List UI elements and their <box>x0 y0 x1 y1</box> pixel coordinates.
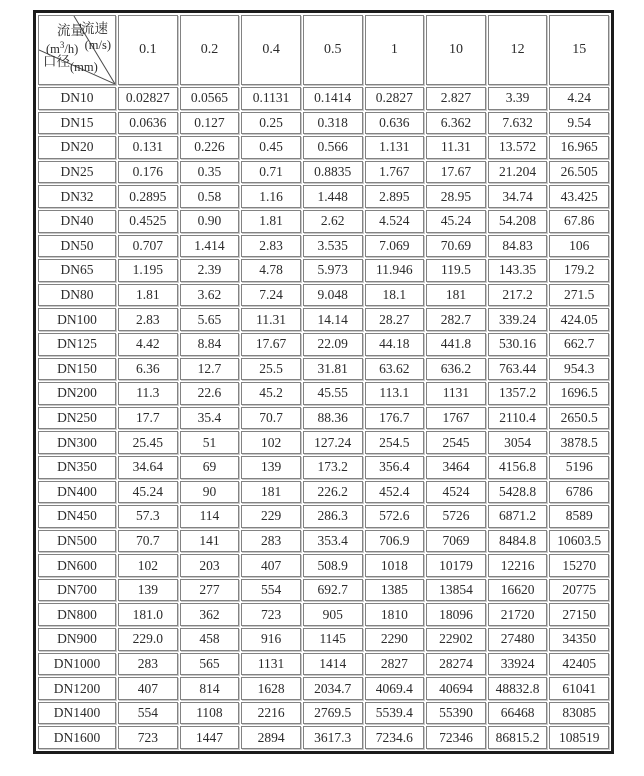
flow-value-cell: 0.0565 <box>180 87 240 110</box>
flow-value-cell: 83085 <box>549 702 609 725</box>
flow-value-cell: 0.0636 <box>118 112 178 135</box>
table-row <box>38 333 609 356</box>
table-row <box>38 358 609 381</box>
flow-value-cell: 763.44 <box>488 358 548 381</box>
table-row <box>38 603 609 626</box>
table-row <box>38 554 609 577</box>
table-row <box>38 677 609 700</box>
diameter-cell: DN20 <box>38 136 116 159</box>
diameter-unit-label: (mm) <box>70 59 98 74</box>
flow-value-cell: 61041 <box>549 677 609 700</box>
flow-value-cell: 27150 <box>549 603 609 626</box>
flow-value-cell: 407 <box>118 677 178 700</box>
flow-value-cell: 11.31 <box>241 308 301 331</box>
flow-value-cell: 88.36 <box>303 407 363 430</box>
diameter-cell: DN150 <box>38 358 116 381</box>
flow-value-cell: 3.62 <box>180 284 240 307</box>
flow-value-cell: 10603.5 <box>549 530 609 553</box>
flow-value-cell: 114 <box>180 505 240 528</box>
flow-value-cell: 2034.7 <box>303 677 363 700</box>
flow-value-cell: 5726 <box>426 505 486 528</box>
flow-value-cell: 8484.8 <box>488 530 548 553</box>
table-row <box>38 628 609 651</box>
diameter-cell: DN350 <box>38 456 116 479</box>
flow-value-cell: 3878.5 <box>549 431 609 454</box>
flow-value-cell: 45.55 <box>303 382 363 405</box>
velocity-header-cell: 0.2 <box>180 15 240 85</box>
flow-value-cell: 458 <box>180 628 240 651</box>
diameter-cell: DN300 <box>38 431 116 454</box>
flow-value-cell: 40694 <box>426 677 486 700</box>
flow-value-cell: 181 <box>241 481 301 504</box>
table-row <box>38 407 609 430</box>
velocity-header-cell: 10 <box>426 15 486 85</box>
diameter-cell: DN900 <box>38 628 116 651</box>
flow-value-cell: 1131 <box>426 382 486 405</box>
flow-value-cell: 14.14 <box>303 308 363 331</box>
diameter-cell: DN600 <box>38 554 116 577</box>
flow-value-cell: 954.3 <box>549 358 609 381</box>
flow-value-cell: 34350 <box>549 628 609 651</box>
flow-value-cell: 7.632 <box>488 112 548 135</box>
flow-value-cell: 26.505 <box>549 161 609 184</box>
flow-value-cell: 723 <box>241 603 301 626</box>
flow-value-cell: 139 <box>118 579 178 602</box>
flow-value-cell: 5196 <box>549 456 609 479</box>
flow-value-cell: 2290 <box>365 628 425 651</box>
flow-value-cell: 12216 <box>488 554 548 577</box>
flow-value-cell: 0.131 <box>118 136 178 159</box>
corner-header-cell <box>38 15 116 85</box>
flow-value-cell: 203 <box>180 554 240 577</box>
flow-value-cell: 2.39 <box>180 259 240 282</box>
header-row <box>38 15 609 85</box>
diameter-cell: DN450 <box>38 505 116 528</box>
flow-value-cell: 1357.2 <box>488 382 548 405</box>
flow-value-cell: 12.7 <box>180 358 240 381</box>
flow-value-cell: 636.2 <box>426 358 486 381</box>
table-row <box>38 259 609 282</box>
flow-value-cell: 424.05 <box>549 308 609 331</box>
flow-value-cell: 113.1 <box>365 382 425 405</box>
table-row <box>38 235 609 258</box>
flow-value-cell: 16620 <box>488 579 548 602</box>
flow-value-cell: 2650.5 <box>549 407 609 430</box>
flow-value-cell: 28274 <box>426 653 486 676</box>
flow-value-cell: 0.2827 <box>365 87 425 110</box>
flow-value-cell: 70.7 <box>118 530 178 553</box>
flow-value-cell: 0.707 <box>118 235 178 258</box>
flow-value-cell: 3617.3 <box>303 726 363 749</box>
flow-value-cell: 15270 <box>549 554 609 577</box>
flow-value-cell: 356.4 <box>365 456 425 479</box>
flow-value-cell: 4156.8 <box>488 456 548 479</box>
flow-value-cell: 4.24 <box>549 87 609 110</box>
diameter-cell: DN125 <box>38 333 116 356</box>
flow-value-cell: 1.414 <box>180 235 240 258</box>
table-row <box>38 579 609 602</box>
diameter-cell: DN250 <box>38 407 116 430</box>
flow-value-cell: 176.7 <box>365 407 425 430</box>
flow-value-cell: 5.65 <box>180 308 240 331</box>
flow-value-cell: 2769.5 <box>303 702 363 725</box>
table-row <box>38 136 609 159</box>
flow-value-cell: 5.973 <box>303 259 363 282</box>
flow-value-cell: 2216 <box>241 702 301 725</box>
diameter-cell: DN1000 <box>38 653 116 676</box>
flow-value-cell: 1447 <box>180 726 240 749</box>
flow-value-cell: 11.3 <box>118 382 178 405</box>
flow-value-cell: 2.62 <box>303 210 363 233</box>
flow-value-cell: 21.204 <box>488 161 548 184</box>
flow-value-cell: 102 <box>241 431 301 454</box>
diameter-cell: DN1600 <box>38 726 116 749</box>
flow-value-cell: 11.946 <box>365 259 425 282</box>
diameter-cell: DN10 <box>38 87 116 110</box>
flow-value-cell: 452.4 <box>365 481 425 504</box>
diameter-label: 口径(mm) <box>43 53 98 74</box>
diameter-cell: DN80 <box>38 284 116 307</box>
flow-value-cell: 229 <box>241 505 301 528</box>
flow-value-cell: 1767 <box>426 407 486 430</box>
flow-value-cell: 0.1131 <box>241 87 301 110</box>
flow-value-cell: 57.3 <box>118 505 178 528</box>
flow-value-cell: 0.35 <box>180 161 240 184</box>
flow-value-cell: 42405 <box>549 653 609 676</box>
flow-value-cell: 2.895 <box>365 185 425 208</box>
flow-value-cell: 84.83 <box>488 235 548 258</box>
flow-value-cell: 3.39 <box>488 87 548 110</box>
table-row <box>38 431 609 454</box>
table-row <box>38 653 609 676</box>
flow-value-cell: 127.24 <box>303 431 363 454</box>
flow-value-cell: 0.25 <box>241 112 301 135</box>
flow-value-cell: 18.1 <box>365 284 425 307</box>
table-row <box>38 382 609 405</box>
table-row <box>38 185 609 208</box>
flow-value-cell: 20775 <box>549 579 609 602</box>
table-row <box>38 112 609 135</box>
flow-value-cell: 45.24 <box>118 481 178 504</box>
flow-value-cell: 31.81 <box>303 358 363 381</box>
table-row <box>38 161 609 184</box>
diameter-cell: DN32 <box>38 185 116 208</box>
flow-value-cell: 1696.5 <box>549 382 609 405</box>
flow-value-cell: 254.5 <box>365 431 425 454</box>
velocity-header-cell: 12 <box>488 15 548 85</box>
flow-value-cell: 17.67 <box>241 333 301 356</box>
flow-value-cell: 0.176 <box>118 161 178 184</box>
flow-value-cell: 22.6 <box>180 382 240 405</box>
flow-value-cell: 21720 <box>488 603 548 626</box>
flow-value-cell: 9.048 <box>303 284 363 307</box>
flow-value-cell: 67.86 <box>549 210 609 233</box>
flow-value-cell: 181.0 <box>118 603 178 626</box>
flow-value-cell: 1108 <box>180 702 240 725</box>
flow-value-cell: 723 <box>118 726 178 749</box>
flow-value-cell: 181 <box>426 284 486 307</box>
flow-value-cell: 3464 <box>426 456 486 479</box>
flow-value-cell: 353.4 <box>303 530 363 553</box>
flow-value-cell: 7.069 <box>365 235 425 258</box>
flow-value-cell: 54.208 <box>488 210 548 233</box>
flow-value-cell: 72346 <box>426 726 486 749</box>
flow-value-cell: 286.3 <box>303 505 363 528</box>
table-row <box>38 87 609 110</box>
flow-value-cell: 0.318 <box>303 112 363 135</box>
flow-value-cell: 7.24 <box>241 284 301 307</box>
flow-value-cell: 108519 <box>549 726 609 749</box>
flow-value-cell: 4.42 <box>118 333 178 356</box>
flow-value-cell: 0.02827 <box>118 87 178 110</box>
flow-value-cell: 33924 <box>488 653 548 676</box>
diameter-cell: DN100 <box>38 308 116 331</box>
flow-value-cell: 17.67 <box>426 161 486 184</box>
flow-value-cell: 7069 <box>426 530 486 553</box>
flow-value-cell: 362 <box>180 603 240 626</box>
flow-value-cell: 4.78 <box>241 259 301 282</box>
flow-value-cell: 2.83 <box>118 308 178 331</box>
flow-value-cell: 35.4 <box>180 407 240 430</box>
flow-value-cell: 7234.6 <box>365 726 425 749</box>
flow-value-cell: 25.5 <box>241 358 301 381</box>
flow-value-cell: 43.425 <box>549 185 609 208</box>
flow-value-cell: 0.4525 <box>118 210 178 233</box>
flow-value-cell: 283 <box>118 653 178 676</box>
table-row <box>38 702 609 725</box>
velocity-unit-label: (m/s) <box>84 38 111 52</box>
diameter-cell: DN40 <box>38 210 116 233</box>
flow-value-cell: 1.448 <box>303 185 363 208</box>
table-row <box>38 505 609 528</box>
diameter-cell: DN65 <box>38 259 116 282</box>
flow-value-cell: 10179 <box>426 554 486 577</box>
flow-value-cell: 554 <box>118 702 178 725</box>
flow-value-cell: 9.54 <box>549 112 609 135</box>
table-row <box>38 530 609 553</box>
table-row <box>38 210 609 233</box>
flow-value-cell: 2545 <box>426 431 486 454</box>
diameter-cell: DN400 <box>38 481 116 504</box>
flow-value-cell: 814 <box>180 677 240 700</box>
flow-value-cell: 1414 <box>303 653 363 676</box>
flow-value-cell: 119.5 <box>426 259 486 282</box>
flow-value-cell: 18096 <box>426 603 486 626</box>
flow-value-cell: 1.81 <box>118 284 178 307</box>
flow-value-cell: 51 <box>180 431 240 454</box>
flow-label: 流量 <box>57 23 84 38</box>
diameter-cell: DN800 <box>38 603 116 626</box>
flow-value-cell: 277 <box>180 579 240 602</box>
flow-rate-table <box>33 10 614 754</box>
flow-value-cell: 139 <box>241 456 301 479</box>
flow-value-cell: 4524 <box>426 481 486 504</box>
flow-value-cell: 173.2 <box>303 456 363 479</box>
flow-value-cell: 0.90 <box>180 210 240 233</box>
flow-value-cell: 1145 <box>303 628 363 651</box>
flow-value-cell: 8.84 <box>180 333 240 356</box>
diameter-cell: DN25 <box>38 161 116 184</box>
velocity-header-cell: 0.1 <box>118 15 178 85</box>
flow-value-cell: 106 <box>549 235 609 258</box>
table-row <box>38 481 609 504</box>
table-row <box>38 284 609 307</box>
flow-value-cell: 0.45 <box>241 136 301 159</box>
flow-value-cell: 45.24 <box>426 210 486 233</box>
flow-value-cell: 339.24 <box>488 308 548 331</box>
flow-value-cell: 4.524 <box>365 210 425 233</box>
flow-value-cell: 27480 <box>488 628 548 651</box>
diameter-cell: DN50 <box>38 235 116 258</box>
flow-value-cell: 63.62 <box>365 358 425 381</box>
flow-value-cell: 1018 <box>365 554 425 577</box>
diameter-cell: DN500 <box>38 530 116 553</box>
flow-value-cell: 0.58 <box>180 185 240 208</box>
table-row <box>38 456 609 479</box>
flow-value-cell: 13.572 <box>488 136 548 159</box>
flow-value-cell: 1.767 <box>365 161 425 184</box>
diameter-cell: DN700 <box>38 579 116 602</box>
flow-value-cell: 13854 <box>426 579 486 602</box>
diameter-cell: DN200 <box>38 382 116 405</box>
flow-value-cell: 25.45 <box>118 431 178 454</box>
flow-value-cell: 69 <box>180 456 240 479</box>
flow-value-cell: 1628 <box>241 677 301 700</box>
flow-value-cell: 2.827 <box>426 87 486 110</box>
flow-value-cell: 22902 <box>426 628 486 651</box>
flow-value-cell: 143.35 <box>488 259 548 282</box>
flow-value-cell: 141 <box>180 530 240 553</box>
flow-value-cell: 1.16 <box>241 185 301 208</box>
flow-value-cell: 6871.2 <box>488 505 548 528</box>
flow-value-cell: 407 <box>241 554 301 577</box>
flow-value-cell: 5539.4 <box>365 702 425 725</box>
flow-value-cell: 48832.8 <box>488 677 548 700</box>
flow-value-cell: 11.31 <box>426 136 486 159</box>
flow-value-cell: 44.18 <box>365 333 425 356</box>
velocity-header-cell: 1 <box>365 15 425 85</box>
diameter-cell: DN1400 <box>38 702 116 725</box>
flow-value-cell: 554 <box>241 579 301 602</box>
diameter-cell: DN15 <box>38 112 116 135</box>
flow-value-cell: 34.64 <box>118 456 178 479</box>
flow-value-cell: 916 <box>241 628 301 651</box>
flow-value-cell: 217.2 <box>488 284 548 307</box>
flow-value-cell: 282.7 <box>426 308 486 331</box>
flow-value-cell: 0.636 <box>365 112 425 135</box>
flow-value-cell: 3.535 <box>303 235 363 258</box>
flow-value-cell: 905 <box>303 603 363 626</box>
flow-value-cell: 0.1414 <box>303 87 363 110</box>
flow-value-cell: 0.226 <box>180 136 240 159</box>
table-row <box>38 308 609 331</box>
flow-value-cell: 530.16 <box>488 333 548 356</box>
velocity-header-cell: 0.5 <box>303 15 363 85</box>
diameter-cell: DN1200 <box>38 677 116 700</box>
flow-value-cell: 2110.4 <box>488 407 548 430</box>
flow-value-cell: 6.36 <box>118 358 178 381</box>
flow-value-cell: 8589 <box>549 505 609 528</box>
flow-value-cell: 0.8835 <box>303 161 363 184</box>
flow-value-cell: 0.2895 <box>118 185 178 208</box>
flow-value-cell: 22.09 <box>303 333 363 356</box>
flow-value-cell: 2.83 <box>241 235 301 258</box>
flow-value-cell: 70.69 <box>426 235 486 258</box>
flow-value-cell: 86815.2 <box>488 726 548 749</box>
flow-value-cell: 1.131 <box>365 136 425 159</box>
flow-value-cell: 1385 <box>365 579 425 602</box>
flow-value-cell: 70.7 <box>241 407 301 430</box>
flow-value-cell: 45.2 <box>241 382 301 405</box>
flow-value-cell: 692.7 <box>303 579 363 602</box>
flow-value-cell: 1810 <box>365 603 425 626</box>
flow-value-cell: 6786 <box>549 481 609 504</box>
velocity-header-cell: 0.4 <box>241 15 301 85</box>
flow-value-cell: 0.127 <box>180 112 240 135</box>
flow-value-cell: 1.195 <box>118 259 178 282</box>
flow-value-cell: 28.95 <box>426 185 486 208</box>
flow-value-cell: 4069.4 <box>365 677 425 700</box>
flow-value-cell: 0.566 <box>303 136 363 159</box>
flow-value-cell: 508.9 <box>303 554 363 577</box>
flow-unit-label: $(m^3/h)$ <box>46 40 79 57</box>
flow-value-cell: 271.5 <box>549 284 609 307</box>
table-body <box>38 87 609 749</box>
flow-value-cell: 2894 <box>241 726 301 749</box>
flow-value-cell: 6.362 <box>426 112 486 135</box>
flow-value-cell: 572.6 <box>365 505 425 528</box>
flow-value-cell: 102 <box>118 554 178 577</box>
velocity-header-cell: 15 <box>549 15 609 85</box>
flow-value-cell: 1131 <box>241 653 301 676</box>
table-row <box>38 726 609 749</box>
flow-value-cell: 229.0 <box>118 628 178 651</box>
flow-value-cell: 17.7 <box>118 407 178 430</box>
flow-value-cell: 283 <box>241 530 301 553</box>
flow-value-cell: 1.81 <box>241 210 301 233</box>
flow-value-cell: 2827 <box>365 653 425 676</box>
velocity-label: 流速 <box>81 21 108 36</box>
flow-value-cell: 34.74 <box>488 185 548 208</box>
flow-value-cell: 16.965 <box>549 136 609 159</box>
flow-value-cell: 565 <box>180 653 240 676</box>
flow-value-cell: 179.2 <box>549 259 609 282</box>
flow-value-cell: 441.8 <box>426 333 486 356</box>
flow-value-cell: 706.9 <box>365 530 425 553</box>
flow-value-cell: 226.2 <box>303 481 363 504</box>
flow-value-cell: 5428.8 <box>488 481 548 504</box>
flow-value-cell: 662.7 <box>549 333 609 356</box>
flow-value-cell: 66468 <box>488 702 548 725</box>
flow-value-cell: 55390 <box>426 702 486 725</box>
flow-value-cell: 90 <box>180 481 240 504</box>
flow-value-cell: 0.71 <box>241 161 301 184</box>
flow-value-cell: 28.27 <box>365 308 425 331</box>
flow-value-cell: 3054 <box>488 431 548 454</box>
